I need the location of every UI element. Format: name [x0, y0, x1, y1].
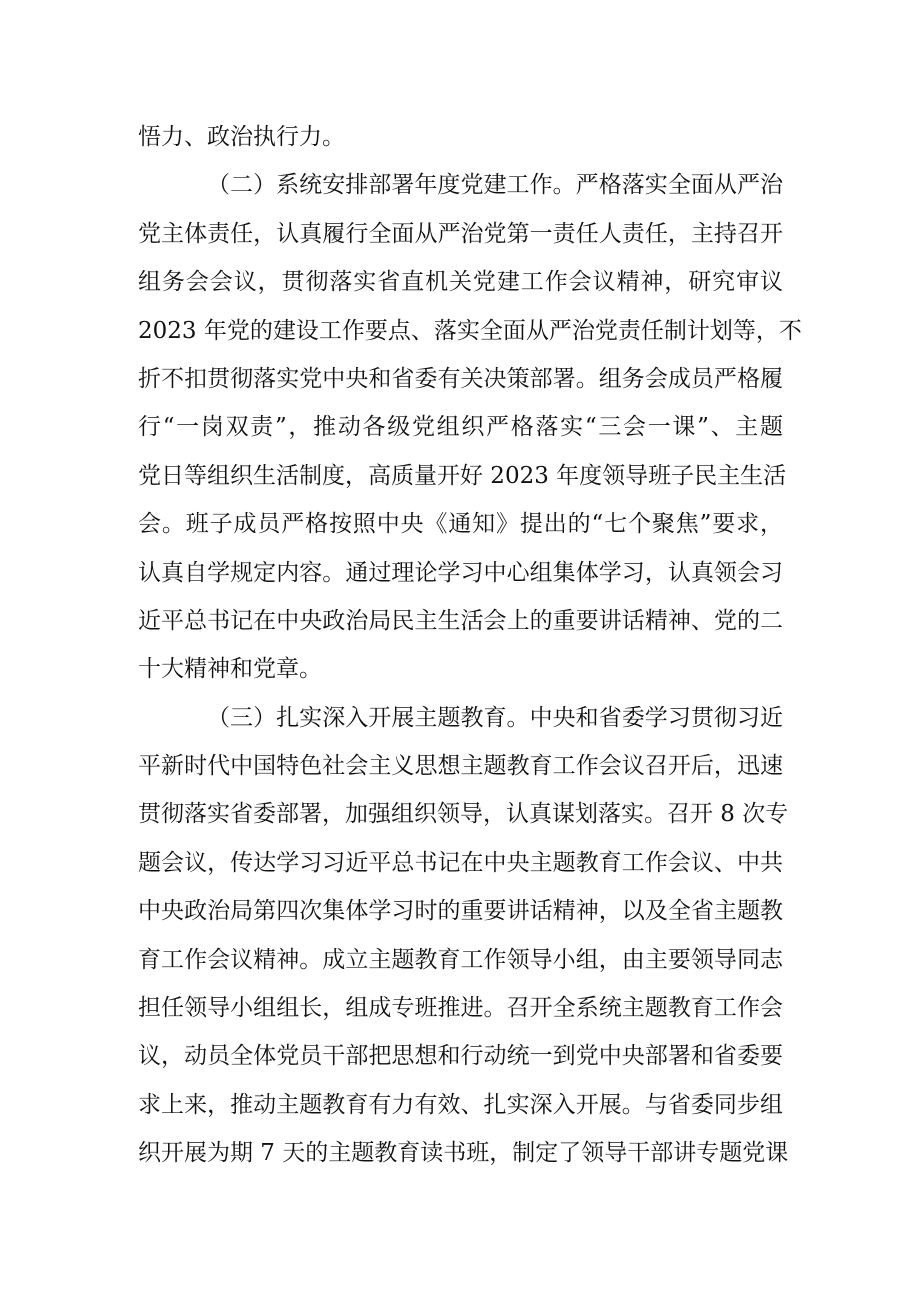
text-line: 组务会会议，贯彻落实省直机关党建工作会议精神，研究审议 [138, 269, 783, 296]
document-body [138, 113, 802, 1178]
text-line: 会。班子成员严格按照中央《通知》提出的“七个聚焦”要求， [138, 511, 783, 538]
paragraph-heading-line: （三）扎实深入开展主题教育。中央和省委学习贯彻习近 [207, 704, 783, 731]
text-line: 党主体责任，认真履行全面从严治党第一责任人责任，主持召开 [138, 220, 783, 247]
text-line: 行“一岗双责”，推动各级党组织严格落实“三会一课”、主题 [138, 414, 783, 441]
text-line: 题会议，传达学习习近平总书记在中央主题教育工作会议、中共 [138, 849, 783, 876]
text-line: 育工作会议精神。成立主题教育工作领导小组，由主要领导同志 [138, 946, 783, 973]
text-line: 担任领导小组组长，组成专班推进。召开全系统主题教育工作会 [138, 995, 783, 1022]
paragraph-heading-line: （二）系统安排部署年度党建工作。严格落实全面从严治 [207, 172, 783, 199]
text-line: 议，动员全体党员干部把思想和行动统一到党中央部署和省委要 [138, 1043, 783, 1070]
text-line: 平新时代中国特色社会主义思想主题教育工作会议召开后，迅速 [138, 753, 783, 780]
text-line: 折不扣贯彻落实党中央和省委有关决策部署。组务会成员严格履 [138, 365, 783, 392]
text-line: 十大精神和党章。 [138, 656, 322, 683]
text-line: 近平总书记在中央政治局民主生活会上的重要讲话精神、党的二 [138, 607, 783, 634]
text-line: 中央政治局第四次集体学习时的重要讲话精神，以及全省主题教 [138, 898, 783, 925]
text-line: 悟力、政治执行力。 [138, 124, 345, 150]
text-line: 党日等组织生活制度，高质量开好 2023 年度领导班子民主生活 [138, 462, 787, 489]
text-line: 2023 年党的建设工作要点、落实全面从严治党责任制计划等，不 [138, 317, 802, 344]
text-line: 认真自学规定内容。通过理论学习中心组集体学习，认真领会习 [138, 559, 783, 586]
text-line: 求上来，推动主题教育有力有效、扎实深入开展。与省委同步组 [138, 1091, 783, 1118]
text-line: 贯彻落实省委部署，加强组织领导，认真谋划落实。召开 8 次专 [138, 801, 789, 828]
text-line: 织开展为期 7 天的主题教育读书班，制定了领导干部讲专题党课 [138, 1140, 789, 1167]
